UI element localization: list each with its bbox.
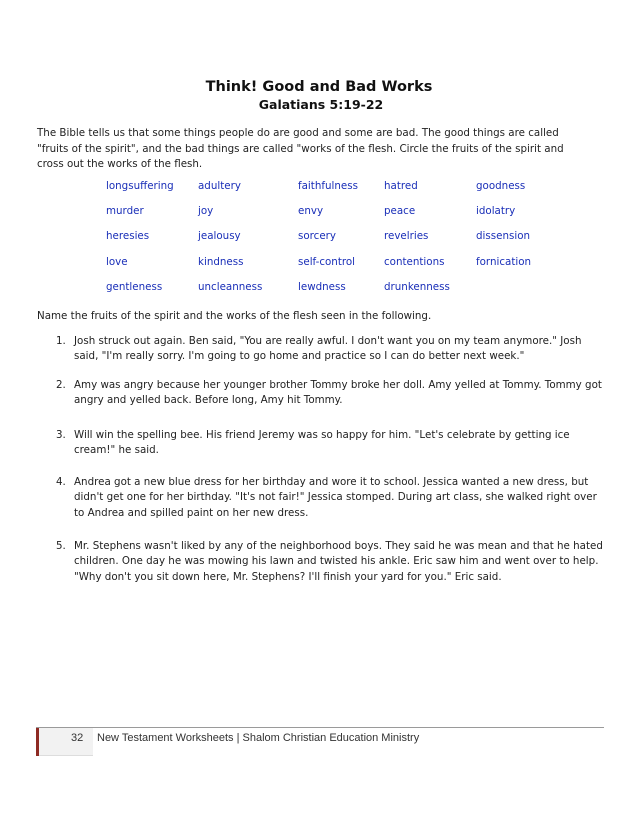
question-item (56, 378, 604, 409)
word-item: peace (384, 205, 416, 217)
word-item: dissension (476, 230, 531, 242)
question-number: 1. (56, 335, 66, 347)
word-item: revelries (384, 230, 429, 242)
scripture-reference: Galatians 5:19-22 (258, 97, 384, 112)
question-item (56, 539, 604, 585)
word-item: murder (106, 205, 144, 217)
word-item: goodness (476, 180, 526, 192)
question-number: 2. (56, 379, 66, 391)
word-item: heresies (106, 230, 150, 242)
word-item: fornication (476, 256, 532, 268)
question-number: 4. (56, 476, 66, 488)
question-text: Josh struck out again. Ben said, "You are really awful. I don't want you on my team anymore." Josh said, "I'm really sorry. I'm going to go home and practice so I can do better next week." (74, 335, 582, 363)
word-item: contentions (384, 256, 445, 268)
footer-rule (36, 727, 604, 728)
word-item: sorcery (298, 230, 336, 242)
word-item: idolatry (476, 205, 516, 217)
word-item: love (106, 256, 128, 268)
word-item: drunkenness (384, 281, 450, 293)
question-text: Mr. Stephens wasn't liked by any of the neighborhood boys. They said he was mean and that he hated children. One day he was mowing his lawn and twisted his ankle. Eric saw him and went over to help. "Why don't you sit down here, Mr. Stephens? I'll finish your yard for you." Eric said. (74, 540, 603, 583)
word-item: hatred (384, 180, 418, 192)
word-item: joy (198, 205, 214, 217)
page-number: 32 (71, 732, 84, 744)
word-item: faithfulness (298, 180, 358, 192)
word-item: uncleanness (198, 281, 263, 293)
worksheet-title: Think! Good and Bad Works (205, 79, 433, 95)
question-text: Will win the spelling bee. His friend Jeremy was so happy for him. "Let's celebrate by getting ice cream!" he said. (74, 429, 570, 457)
question-number: 3. (56, 429, 66, 441)
word-item: gentleness (106, 281, 163, 293)
word-item: self-control (298, 256, 356, 268)
intro-paragraph: The Bible tells us that some things people do are good and some are bad. The good things are called "fruits of the spirit", and the bad things are called "works of the flesh. Circle the fruits of the spirit and cross out the works of the flesh. (37, 127, 564, 170)
instruction-text: Name the fruits of the spirit and the works of the flesh seen in the following. (37, 310, 432, 322)
question-item (56, 334, 604, 365)
word-item: jealousy (198, 230, 241, 242)
word-item: envy (298, 205, 324, 217)
word-item: lewdness (298, 281, 346, 293)
word-item: kindness (198, 256, 244, 268)
footer-text: New Testament Worksheets | Shalom Christian Education Ministry (97, 732, 420, 744)
question-item (56, 475, 604, 521)
word-item: adultery (198, 180, 241, 192)
word-item: longsuffering (106, 180, 174, 192)
page-number-box (36, 728, 93, 756)
question-number: 5. (56, 540, 66, 552)
question-text: Amy was angry because her younger brother Tommy broke her doll. Amy yelled at Tommy. Tommy got angry and yelled back. Before long, Amy hit Tommy. (74, 379, 602, 407)
question-item (56, 428, 604, 459)
question-text: Andrea got a new blue dress for her birthday and wore it to school. Jessica wanted a new dress, but didn't get one for her birthday. "It's not fair!" Jessica stomped. During art class, she walked right over to Andrea and spilled paint on her new dress. (74, 476, 597, 519)
